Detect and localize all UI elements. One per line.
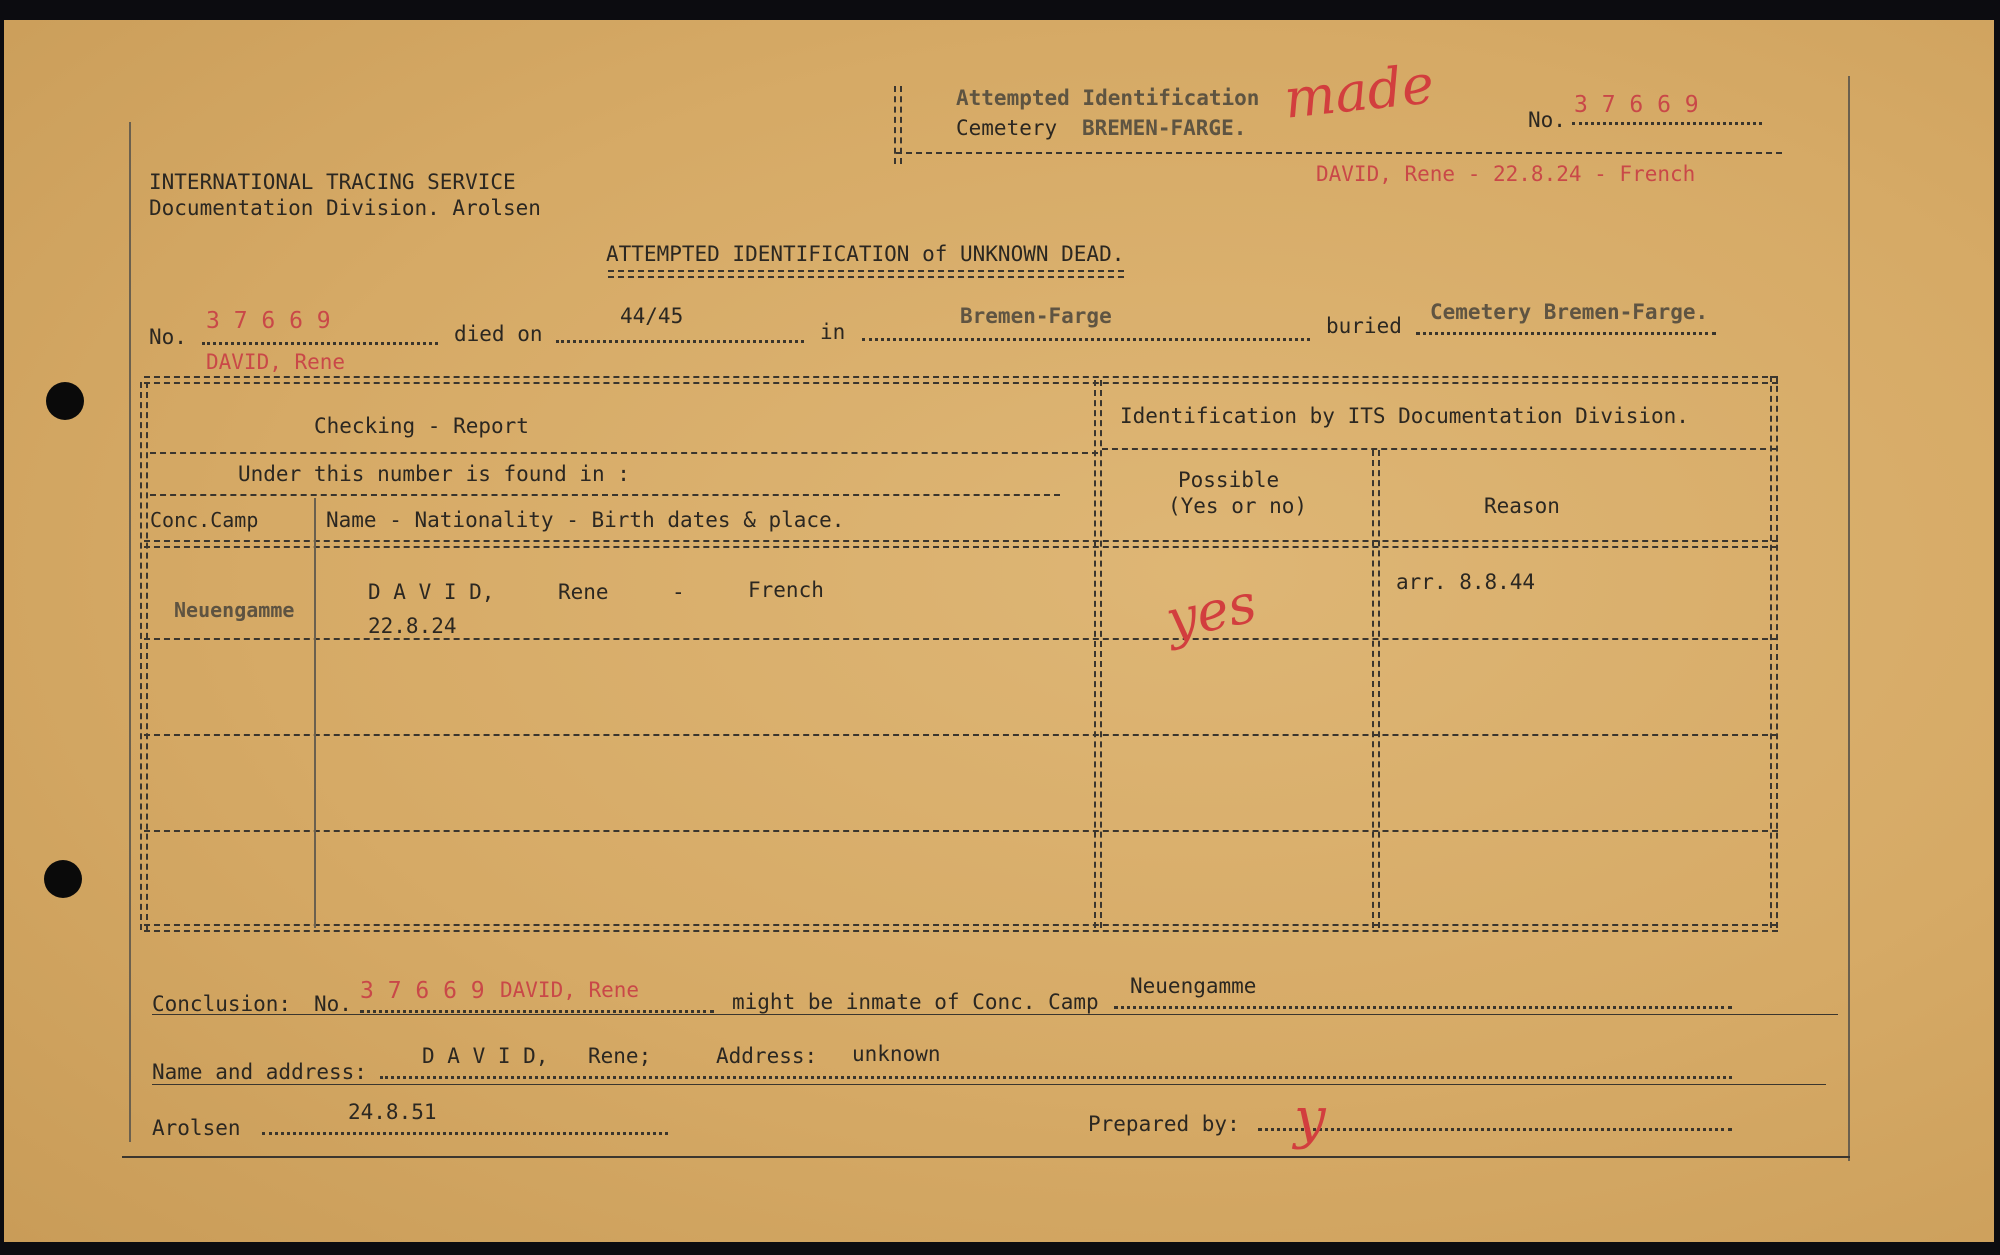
prepared-by-label: Prepared by: [1088, 1112, 1240, 1136]
header-attempted-identification: Attempted Identification [956, 86, 1260, 110]
identification-underline [1102, 448, 1776, 450]
frame-left-line [129, 122, 131, 1142]
header-cemetery-value: BREMEN-FARGE. [1082, 116, 1247, 140]
footer-date-dots [262, 1132, 668, 1135]
conclusion-name: DAVID, Rene [500, 978, 640, 1002]
subject-annotation: DAVID, Rene - 22.8.24 - French [1316, 162, 1696, 186]
under-number-underline [150, 494, 1060, 496]
footer-place: Arolsen [152, 1116, 241, 1140]
died-on-label: died on [454, 322, 543, 346]
name-address-first: Rene; [588, 1044, 652, 1068]
frame-bottom-line [122, 1156, 1850, 1158]
conclusion-rule [152, 1014, 1838, 1015]
header-no-dots [1572, 122, 1762, 125]
in-value: Bremen-Farge [960, 304, 1112, 328]
row-possible-handwritten: yes [1160, 571, 1262, 652]
agency-line-2: Documentation Division. Arolsen [149, 196, 541, 220]
conclusion-no-label: No. [314, 992, 352, 1016]
row-surname: D A V I D, [368, 580, 495, 604]
handwritten-made: made [1281, 52, 1437, 131]
row-1-bottom-line [144, 638, 1778, 640]
checking-report-underline [150, 452, 1098, 454]
record-card [4, 20, 1994, 1242]
conclusion-label: Conclusion: [152, 992, 292, 1016]
conclusion-text: might be inmate of Conc. Camp [732, 990, 1099, 1014]
row-camp: Neuengamme [174, 598, 295, 622]
checking-report-heading: Checking - Report [314, 414, 529, 438]
conclusion-camp-dots [1114, 1006, 1732, 1009]
row-birth-date: 22.8.24 [368, 614, 457, 638]
row-dash: - [672, 580, 685, 604]
name-address-rule [152, 1084, 1826, 1085]
name-address-label: Name and address: [152, 1060, 367, 1084]
in-label: in [820, 320, 846, 344]
footer-date: 24.8.51 [348, 1100, 437, 1124]
punch-hole-top [46, 382, 84, 420]
buried-dots [1416, 332, 1716, 335]
name-address-surname: D A V I D, [422, 1044, 549, 1068]
form-title: ATTEMPTED IDENTIFICATION of UNKNOWN DEAD. [606, 242, 1125, 266]
died-on-dots [556, 340, 804, 343]
header-no-label: No. [1528, 108, 1566, 132]
conclusion-no-dots [360, 1010, 714, 1013]
table-left-border [140, 382, 148, 930]
prepared-by-dots [1258, 1128, 1732, 1131]
row-2-bottom-line [144, 734, 1778, 736]
table-bottom-line [144, 924, 1778, 932]
header-box-bottom-border [896, 152, 1782, 154]
possible-reason-divider [1372, 450, 1380, 928]
row-first-name: Rene [558, 580, 609, 604]
died-on-value: 44/45 [620, 304, 684, 328]
in-dots [862, 338, 1310, 341]
table-right-border [1770, 376, 1778, 928]
name-address-dots [380, 1076, 1732, 1079]
buried-value: Cemetery Bremen-Farge. [1430, 300, 1709, 324]
camp-column-divider [314, 498, 316, 928]
record-no-value: 3 7 6 6 9 [206, 308, 331, 334]
row-nationality: French [748, 578, 824, 602]
prepared-by-initial: y [1294, 1086, 1326, 1151]
col-reason-header: Reason [1484, 494, 1560, 518]
col-camp-header: Conc.Camp [150, 508, 259, 532]
punch-hole-bottom [44, 860, 82, 898]
buried-label: buried [1326, 314, 1402, 338]
address-label: Address: [716, 1044, 818, 1068]
record-name-annotation: DAVID, Rene [206, 350, 346, 374]
conclusion-no-value: 3 7 6 6 9 [360, 978, 485, 1004]
record-no-label: No. [149, 325, 187, 349]
table-top-line [144, 376, 1778, 384]
row-reason: arr. 8.8.44 [1396, 570, 1536, 594]
address-value: unknown [852, 1042, 941, 1066]
identification-heading: Identification by ITS Documentation Division. [1120, 404, 1689, 428]
row-3-bottom-line [144, 830, 1778, 832]
col-possible-header-1: Possible [1178, 468, 1280, 492]
under-number-text: Under this number is found in : [238, 462, 630, 486]
record-no-dots [202, 342, 438, 345]
col-name-header: Name - Nationality - Birth dates & place. [326, 508, 845, 532]
col-possible-header-2: (Yes or no) [1168, 494, 1308, 518]
header-bottom-line [144, 540, 1778, 548]
conclusion-camp: Neuengamme [1130, 974, 1257, 998]
title-double-underline [608, 270, 1124, 278]
header-cemetery-label: Cemetery [956, 116, 1058, 140]
agency-line-1: INTERNATIONAL TRACING SERVICE [149, 170, 516, 194]
frame-right-line [1848, 76, 1850, 1161]
middle-column-divider [1094, 380, 1102, 928]
header-no-value: 3 7 6 6 9 [1574, 92, 1699, 118]
